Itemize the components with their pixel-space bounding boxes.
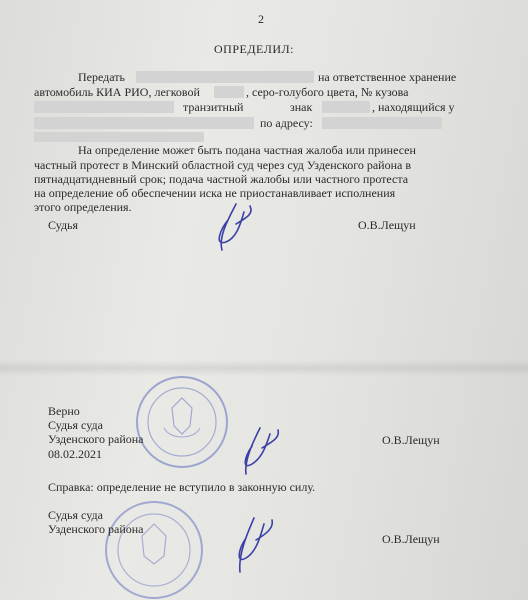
redaction	[136, 71, 314, 83]
redaction	[34, 117, 254, 129]
court-seal-image	[94, 498, 214, 598]
judge-name: О.В.Лещун	[358, 218, 416, 232]
final-judge-name: О.В.Лещун	[382, 532, 440, 546]
final-signature-image	[220, 508, 280, 578]
copy-judge-name: О.В.Лещун	[382, 433, 440, 447]
para2-line2: частный протест в Минский областной суд через суд Узденского района в	[34, 158, 412, 172]
para1-line3-transit: транзитный	[183, 100, 244, 114]
para1-line4-address: по адресу:	[260, 116, 313, 130]
paper-fold	[0, 360, 528, 376]
copy-date: 08.02.2021	[48, 447, 102, 461]
ruling-heading: ОПРЕДЕЛИЛ:	[214, 42, 294, 56]
copy-line3: Узденского района	[48, 432, 144, 446]
para2-line1: На определение может быть подана частная жалоба или принесен	[78, 143, 416, 157]
reference-note: Справка: определение не вступило в законную силу.	[48, 480, 316, 494]
para2-line4: на определение об обеспечении иска не приостанавливает исполнения	[34, 186, 396, 200]
copy-signature-image	[228, 420, 288, 480]
final-line1: Судья суда	[48, 508, 103, 522]
final-line2: Узденского района	[48, 522, 144, 536]
redaction	[322, 117, 442, 129]
judge-label: Судья	[48, 218, 79, 232]
copy-line2: Судья суда	[48, 418, 103, 432]
court-seal-image	[134, 374, 230, 470]
redaction	[214, 86, 244, 98]
para1-line1-end: на ответственное хранение	[318, 70, 457, 84]
page-number: 2	[258, 12, 264, 26]
para1-line1-start: Передать	[78, 70, 125, 84]
copy-line1: Верно	[48, 404, 80, 418]
para1-line3-sign: знак	[290, 100, 313, 114]
para1-line2-start: автомобиль КИА РИО, легковой	[34, 85, 200, 99]
para2-line3: пятнадцатидневный срок; подача частной жалобы или частного протеста	[34, 172, 409, 186]
redaction	[34, 132, 204, 142]
para1-line2-end: , серо-голубого цвета, № кузова	[246, 85, 409, 99]
para2-line5: этого определения.	[34, 200, 132, 214]
redaction	[322, 101, 370, 113]
para1-line3-end: , находящийся у	[372, 100, 455, 114]
judge-signature-image	[200, 196, 260, 260]
redaction	[34, 101, 174, 113]
